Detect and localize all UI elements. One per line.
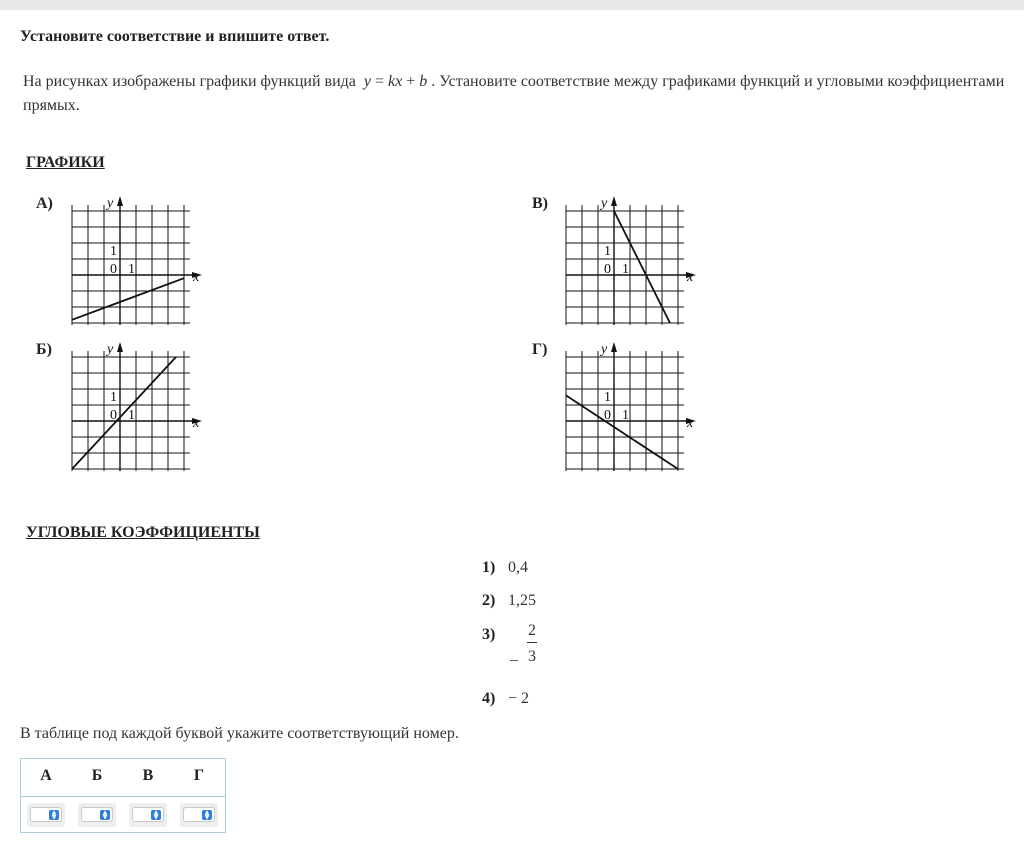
formula-kx: kx [388,73,403,90]
statement-after: . Установите соответствие между графиками функций и угловыми коэффициентами прямых. [23,73,1005,114]
graph-b [62,341,202,481]
column-header-g: Г [193,767,205,784]
coefficient-number: 4) [482,690,496,707]
graph-label-a: А) [36,195,53,212]
x-tick-label: 1 [622,262,629,277]
formula-eq: = [374,73,385,90]
formula-y: y [363,73,371,90]
fraction-numerator: 2 [528,622,536,639]
y-axis-label: y [107,342,114,357]
column-header-v: В [142,767,154,784]
y-axis-label: y [601,196,608,211]
graph-label-b: Б) [36,341,52,358]
answer-select-a[interactable] [27,803,65,827]
coefficient-2 [482,592,536,610]
statement-before: На рисунках изображены графики функций вида [23,73,356,90]
y-axis-arrow-icon [117,342,123,352]
formula-plus: + [406,73,416,90]
answer-instruction: В таблице под каждой буквой укажите соответствующий номер. [20,725,459,742]
y-tick-label: 1 [604,244,611,259]
origin-label: 0 [110,262,117,277]
formula [364,73,427,90]
coefficient-number: 1) [482,559,496,576]
answer-select-b[interactable] [78,803,116,827]
x-axis-label: x [193,416,200,431]
fraction-bar [527,642,537,643]
origin-label: 0 [604,262,611,277]
select-arrows-icon: ▲ ▼ [202,810,212,820]
top-bar [0,0,1024,10]
answer-table [20,758,226,833]
select-arrows-icon: ▲ ▼ [49,810,59,820]
fraction-denominator: 3 [528,648,536,665]
coefficient-number: 3) [482,626,496,643]
graph-a [62,195,202,335]
y-axis-arrow-icon [611,342,617,352]
y-axis-arrow-icon [117,196,123,206]
coefficient-4 [482,690,529,708]
x-tick-label: 1 [622,408,629,423]
x-axis-label: x [687,416,694,431]
coefficient-1 [482,559,528,577]
graph-label-v: В) [532,195,548,212]
graph-v [556,195,696,335]
x-axis-label: x [193,270,200,285]
x-tick-label: 1 [128,408,135,423]
y-axis-arrow-icon [611,196,617,206]
answer-select-v[interactable] [129,803,167,827]
graph-label-g: Г) [532,341,548,358]
select-arrows-icon: ▲ ▼ [100,810,110,820]
formula-b: b [419,73,428,90]
function-line [72,278,184,320]
y-tick-label: 1 [110,390,117,405]
origin-label: 0 [110,408,117,423]
graph-g [556,341,696,481]
column-header-b: Б [91,767,103,784]
task-title: Установите соответствие и впишите ответ. [20,28,330,45]
coefficient-number: 2) [482,592,496,609]
fraction-minus: _ [510,646,518,663]
coefficient-value: 0,4 [508,559,528,576]
select-arrows-icon: ▲ ▼ [151,810,161,820]
origin-label: 0 [604,408,611,423]
function-line [566,395,678,469]
answer-select-g[interactable] [180,803,218,827]
column-header-a: А [40,767,52,784]
y-axis-label: y [601,342,608,357]
table-divider [21,796,225,797]
coefficients-heading: УГЛОВЫЕ КОЭФФИЦИЕНТЫ [26,524,260,541]
graphs-heading: ГРАФИКИ [26,154,105,171]
coefficient-value: − 2 [508,690,530,707]
x-tick-label: 1 [128,262,135,277]
y-tick-label: 1 [110,244,117,259]
x-axis-label: x [687,270,694,285]
y-axis-label: y [107,196,114,211]
coefficient-value: 1,25 [508,592,536,609]
y-tick-label: 1 [604,390,611,405]
task-statement [23,70,1008,118]
